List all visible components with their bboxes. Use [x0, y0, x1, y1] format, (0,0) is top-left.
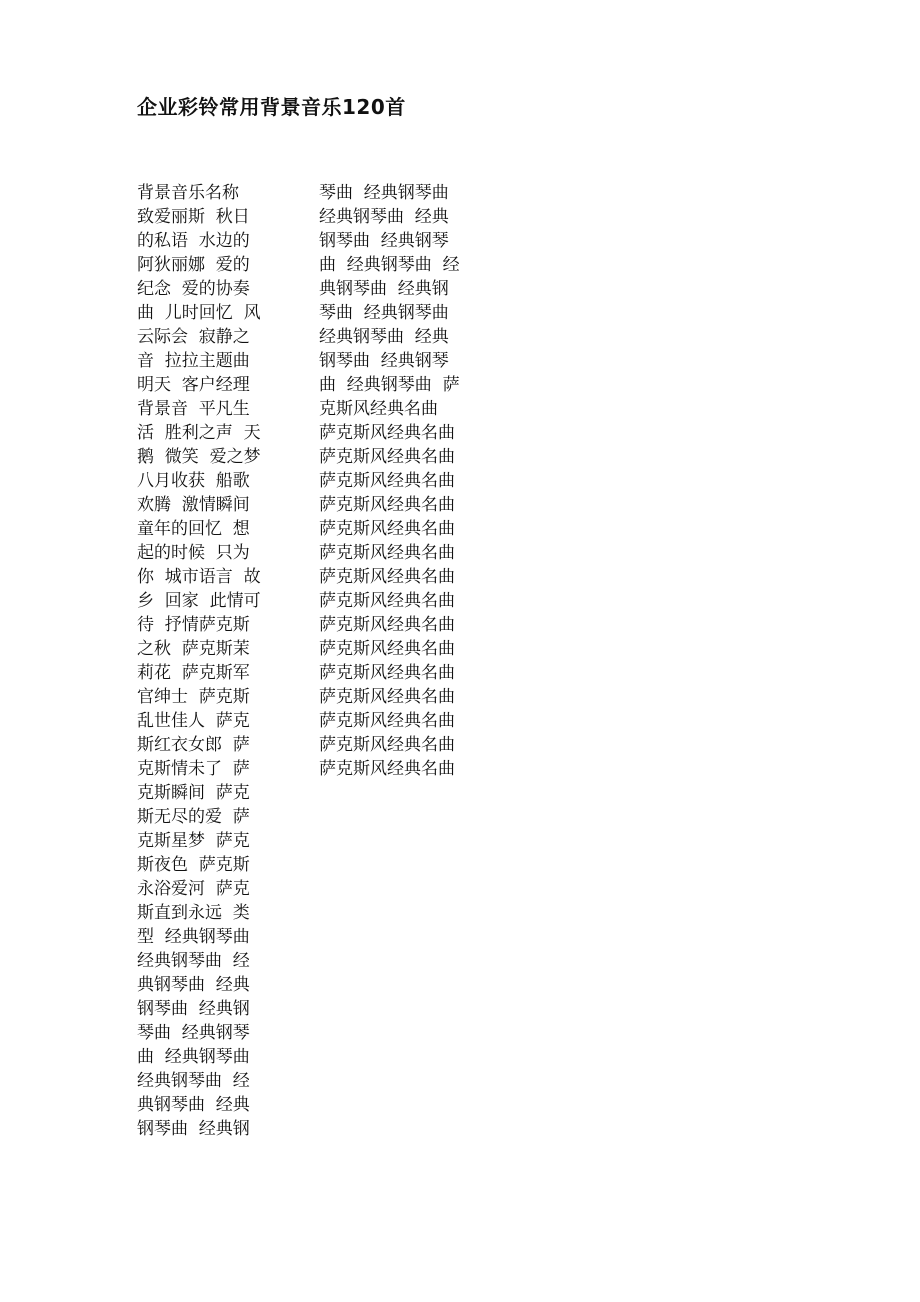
right-line: 克斯风经典名曲	[319, 399, 438, 419]
left-line: 官绅士 萨克斯	[137, 687, 250, 707]
right-text-column	[319, 181, 489, 781]
left-line: 你 城市语言 故	[137, 567, 261, 587]
left-line: 鹅 微笑 爱之梦	[137, 447, 261, 467]
right-line: 曲 经典钢琴曲 经	[319, 255, 460, 275]
left-line: 克斯瞬间 萨克	[137, 783, 250, 803]
left-line: 乱世佳人 萨克	[137, 711, 250, 731]
right-line: 萨克斯风经典名曲	[319, 687, 455, 707]
left-line: 斯夜色 萨克斯	[137, 855, 250, 875]
right-line: 典钢琴曲 经典钢	[319, 279, 449, 299]
left-line: 活 胜利之声 天	[137, 423, 261, 443]
right-line: 萨克斯风经典名曲	[319, 711, 455, 731]
left-line: 背景音 平凡生	[137, 399, 250, 419]
right-line: 经典钢琴曲 经典	[319, 207, 449, 227]
right-line: 萨克斯风经典名曲	[319, 423, 455, 443]
right-line: 萨克斯风经典名曲	[319, 543, 455, 563]
left-line: 的私语 水边的	[137, 231, 250, 251]
left-line: 斯红衣女郎 萨	[137, 735, 250, 755]
left-text-column	[137, 181, 287, 1141]
left-line: 克斯情未了 萨	[137, 759, 250, 779]
left-line: 莉花 萨克斯军	[137, 663, 250, 683]
left-line: 斯直到永远 类	[137, 903, 250, 923]
left-line: 克斯星梦 萨克	[137, 831, 250, 851]
right-line: 萨克斯风经典名曲	[319, 591, 455, 611]
right-line: 琴曲 经典钢琴曲	[319, 303, 449, 323]
left-line: 斯无尽的爱 萨	[137, 807, 250, 827]
left-line: 背景音乐名称	[137, 183, 239, 203]
left-line: 八月收获 船歌	[137, 471, 250, 491]
right-line: 萨克斯风经典名曲	[319, 735, 455, 755]
right-line: 萨克斯风经典名曲	[319, 519, 455, 539]
left-line: 音 拉拉主题曲	[137, 351, 250, 371]
left-line: 永浴爱河 萨克	[137, 879, 250, 899]
left-line: 经典钢琴曲 经	[137, 1071, 250, 1091]
left-line: 云际会 寂静之	[137, 327, 250, 347]
left-line: 纪念 爱的协奏	[137, 279, 250, 299]
left-line: 钢琴曲 经典钢	[137, 1119, 250, 1139]
right-line: 萨克斯风经典名曲	[319, 471, 455, 491]
right-line: 钢琴曲 经典钢琴	[319, 231, 449, 251]
left-line: 钢琴曲 经典钢	[137, 999, 250, 1019]
right-line: 萨克斯风经典名曲	[319, 615, 455, 635]
left-line: 典钢琴曲 经典	[137, 975, 250, 995]
left-line: 曲 经典钢琴曲	[137, 1047, 250, 1067]
page-title: 企业彩铃常用背景音乐120首	[137, 95, 406, 119]
left-line: 阿狄丽娜 爱的	[137, 255, 250, 275]
right-line: 萨克斯风经典名曲	[319, 759, 455, 779]
right-line: 萨克斯风经典名曲	[319, 567, 455, 587]
left-line: 明天 客户经理	[137, 375, 250, 395]
left-line: 经典钢琴曲 经	[137, 951, 250, 971]
left-line: 起的时候 只为	[137, 543, 250, 563]
left-line: 欢腾 激情瞬间	[137, 495, 250, 515]
left-line: 童年的回忆 想	[137, 519, 250, 539]
right-line: 萨克斯风经典名曲	[319, 639, 455, 659]
right-line: 曲 经典钢琴曲 萨	[319, 375, 460, 395]
left-line: 乡 回家 此情可	[137, 591, 261, 611]
right-line: 萨克斯风经典名曲	[319, 495, 455, 515]
left-line: 型 经典钢琴曲	[137, 927, 250, 947]
left-line: 之秋 萨克斯茉	[137, 639, 250, 659]
right-line: 经典钢琴曲 经典	[319, 327, 449, 347]
right-line: 琴曲 经典钢琴曲	[319, 183, 449, 203]
right-line: 萨克斯风经典名曲	[319, 447, 455, 467]
left-line: 致爱丽斯 秋日	[137, 207, 250, 227]
left-line: 典钢琴曲 经典	[137, 1095, 250, 1115]
right-line: 钢琴曲 经典钢琴	[319, 351, 449, 371]
right-line: 萨克斯风经典名曲	[319, 663, 455, 683]
left-line: 曲 儿时回忆 风	[137, 303, 261, 323]
left-line: 待 抒情萨克斯	[137, 615, 250, 635]
left-line: 琴曲 经典钢琴	[137, 1023, 250, 1043]
